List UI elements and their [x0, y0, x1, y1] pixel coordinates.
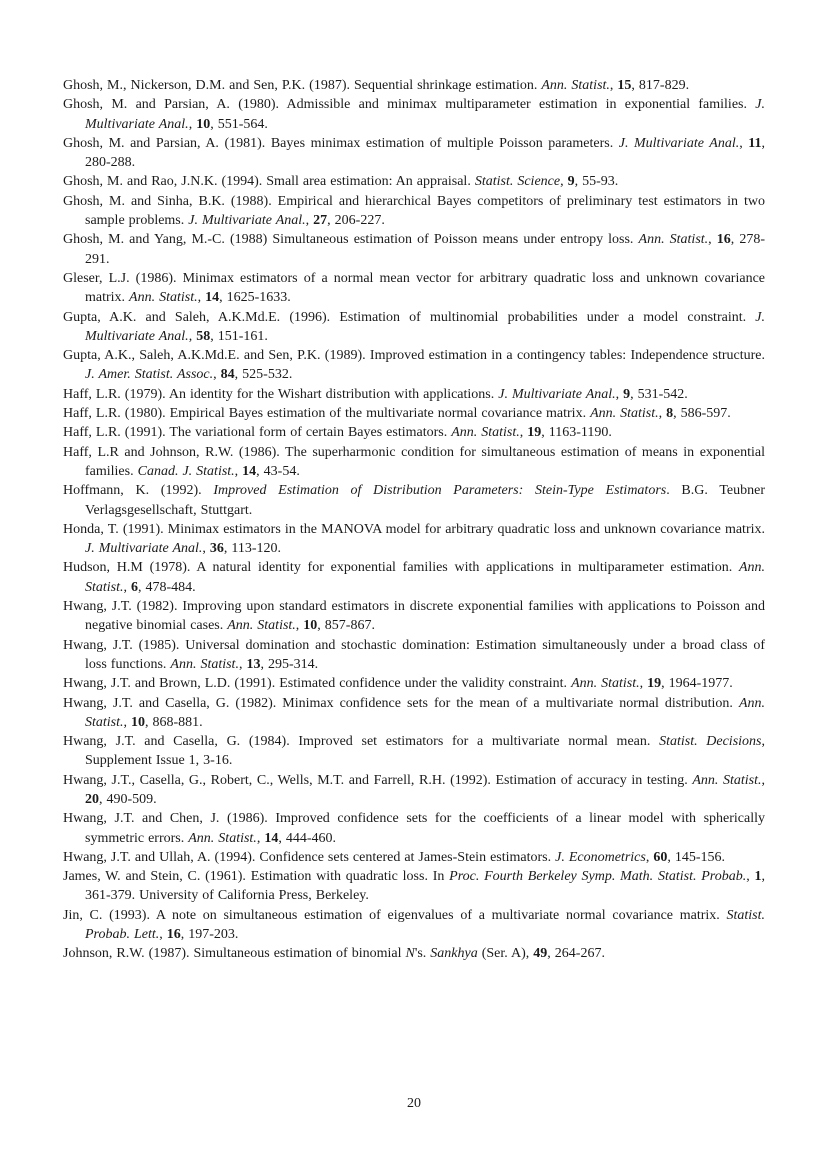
reference-text: Johnson, R.W. (1987). Simultaneous estimation of binomial [63, 946, 406, 962]
reference-text: Gleser, L.J. (1986). Minimax estimators of a normal mean vector for arbitrary quadratic loss and unknown covariance matrix. [63, 270, 765, 306]
journal-or-book-title: Sankhya [430, 946, 478, 962]
volume-number: 15 [617, 78, 632, 93]
reference-text: , 278-291. [85, 232, 765, 267]
journal-or-book-title: J. Multivariate Anal. [85, 541, 203, 557]
reference-item [63, 192, 765, 231]
volume-number: 58 [196, 328, 211, 344]
reference-text: Hudson, H.M (1978). A natural identity for exponential families with applications in multiparameter estimation. [63, 560, 739, 576]
reference-text: Honda, T. (1991). Minimax estimators in the MANOVA model for arbitrary quadratic loss and unknown covariance matrix. [63, 521, 765, 537]
page-number: 20 [407, 1096, 421, 1111]
reference-text: , 478-484. [138, 579, 196, 595]
reference-item [63, 809, 765, 848]
reference-item [63, 423, 765, 442]
reference-text: , [295, 618, 304, 634]
journal-or-book-title: J. Econometrics [555, 849, 646, 865]
reference-text: , 444-460. [278, 830, 336, 846]
volume-number: 11 [748, 135, 762, 151]
reference-text: , Supplement Issue 1, 3-16. [85, 734, 765, 769]
reference-text: , [234, 463, 243, 479]
reference-item [63, 269, 765, 308]
reference-item [63, 443, 765, 482]
volume-number: 16 [716, 232, 731, 248]
reference-item [63, 385, 765, 404]
reference-item [63, 481, 765, 520]
volume-number: 84 [220, 367, 235, 383]
reference-text: , 43-54. [256, 463, 300, 479]
journal-or-book-title: J. Amer. Statist. Assoc. [85, 367, 214, 383]
reference-item [63, 76, 765, 95]
reference-text: , 1964-1977. [661, 676, 733, 692]
reference-text: Haff, L.R. (1980). Empirical Bayes estimation of the multivariate normal covariance matrix. [63, 406, 591, 422]
reference-item [63, 674, 765, 693]
volume-number: 14 [242, 463, 257, 479]
reference-text: , 55-93. [574, 174, 619, 190]
reference-text: Hwang, J.T. and Brown, L.D. (1991). Estimated confidence under the validity constraint. [63, 676, 572, 692]
reference-text: , [197, 290, 206, 306]
journal-or-book-title: Statist. Science [474, 174, 561, 190]
reference-text: Haff, L.R. (1991). The variational form of certain Bayes estimators. [63, 425, 452, 441]
reference-text: , [746, 869, 755, 885]
reference-text: , 857-867. [317, 618, 375, 634]
reference-text: , [202, 541, 210, 557]
reference-text: Jin, C. (1993). A note on simultaneous estimation of eigenvalues of a multivariate normal covariance matrix. [63, 907, 727, 923]
reference-text: , [519, 425, 528, 441]
reference-item [63, 694, 765, 733]
volume-number: 36 [209, 541, 224, 557]
reference-text: , 113-120. [223, 541, 282, 557]
journal-or-book-title: Ann. Statist. [451, 425, 520, 441]
journal-or-book-title: J. Multivariate Anal. [85, 309, 765, 344]
reference-text: Hwang, J.T. and Casella, G. (1982). Minimax confidence sets for the mean of a multivariate normal distribution. [63, 695, 739, 711]
reference-text: , [238, 656, 247, 672]
reference-text: , 206-227. [327, 213, 385, 229]
reference-item [63, 944, 765, 963]
reference-text: , [123, 579, 132, 595]
reference-text: , 295-314. [260, 656, 319, 672]
reference-text: , 145-156. [667, 849, 725, 865]
volume-number: 8 [666, 406, 674, 422]
reference-text: , [188, 328, 197, 344]
reference-text: , [159, 927, 167, 943]
reference-text: , 280-288. [85, 135, 766, 171]
reference-text: Hwang, J.T. (1985). Universal domination and stochastic domination: Estimation simultaneously under a broad class of loss functions. [63, 637, 765, 672]
reference-text: Haff, L.R and Johnson, R.W. (1986). The superharmonic condition for simultaneous estimation of means in exponential families. [63, 444, 765, 479]
volume-number: 27 [313, 213, 328, 229]
reference-text: , 525-532. [234, 367, 293, 383]
reference-text: , [305, 213, 314, 229]
volume-number: 9 [623, 386, 631, 402]
reference-item [63, 848, 765, 867]
reference-item [63, 308, 765, 347]
reference-text: , 197-203. [180, 927, 239, 943]
reference-text: , 1625-1633. [219, 290, 291, 306]
reference-text: Ghosh, M. and Yang, M.-C. (1988) Simultaneous estimation of Poisson means under entropy loss. [63, 232, 639, 248]
journal-or-book-title: J. Multivariate Anal. [498, 386, 616, 402]
reference-text: , 1163-1190. [541, 425, 612, 441]
reference-text: Hwang, J.T. and Casella, G. (1984). Improved set estimators for a multivariate normal mean. [63, 734, 660, 750]
journal-or-book-title: Improved Estimation of Distribution Parameters: Stein-Type Estimators [213, 483, 667, 499]
reference-text: , [645, 849, 654, 865]
reference-text: , 361-379. University of California Press, Berkeley. [85, 869, 765, 904]
reference-item [63, 558, 765, 597]
volume-number: 10 [196, 116, 211, 132]
journal-or-book-title: Canad. J. Statist. [137, 463, 235, 479]
reference-item [63, 597, 765, 636]
journal-or-book-title: J. Multivariate Anal. [188, 213, 306, 229]
journal-or-book-title: J. Multivariate Anal. [618, 135, 740, 151]
reference-text: , [188, 116, 197, 132]
reference-text: Hwang, J.T., Casella, G., Robert, C., Wells, M.T. and Farrell, R.H. (1992). Estimation of accuracy in testing. [63, 772, 693, 788]
reference-text: , [739, 135, 749, 151]
reference-text: Hwang, J.T. and Chen, J. (1986). Improved confidence sets for the coefficients of a linear model with spherically symmetric errors. [63, 811, 765, 846]
journal-or-book-title: Ann. Statist. [129, 290, 198, 306]
journal-or-book-title: J. Multivariate Anal. [85, 97, 765, 132]
reference-text: , [560, 174, 568, 190]
reference-text: , 868-881. [145, 714, 203, 730]
reference-text: , 817-829. [631, 78, 690, 93]
volume-number: 16 [166, 927, 181, 943]
reference-item [63, 172, 765, 191]
reference-text: Gupta, A.K., Saleh, A.K.Md.E. and Sen, P.K. (1989). Improved estimation in a contingency tables: Independence structure. [63, 348, 765, 364]
reference-text: Ghosh, M., Nickerson, D.M. and Sen, P.K. (1987). Sequential shrinkage estimation. [63, 78, 542, 93]
reference-text: , [256, 830, 265, 846]
journal-or-book-title: N [405, 946, 415, 962]
reference-text: , [761, 772, 765, 788]
reference-item [63, 134, 765, 173]
volume-number: 10 [303, 618, 318, 634]
reference-text: Hoffmann, K. (1992). [63, 483, 214, 499]
volume-number: 1 [754, 869, 762, 885]
journal-or-book-title: Statist. Probab. Lett. [85, 907, 765, 943]
volume-number: 20 [85, 791, 99, 807]
reference-text: , 586-597. [673, 406, 731, 422]
journal-or-book-title: Ann. Statist. [590, 406, 659, 422]
reference-text: , [615, 386, 624, 402]
reference-text: Ghosh, M. and Parsian, A. (1981). Bayes minimax estimation of multiple Poisson parameters. [63, 135, 619, 151]
volume-number: 60 [653, 849, 668, 865]
journal-or-book-title: Ann. Statist. [85, 560, 765, 595]
reference-text: , 151-161. [210, 328, 268, 344]
reference-item [63, 404, 765, 423]
reference-text: Haff, L.R. (1979). An identity for the Wishart distribution with applications. [63, 386, 499, 402]
journal-or-book-title: Ann. Statist. [85, 695, 765, 730]
volume-number: 49 [533, 946, 548, 962]
reference-list [63, 76, 765, 964]
journal-or-book-title: Proc. Fourth Berkeley Symp. Math. Statist. Probab. [449, 869, 747, 885]
journal-or-book-title: Ann. Statist. [638, 232, 709, 248]
volume-number: 13 [246, 656, 261, 672]
journal-or-book-title: Statist. Decisions [659, 734, 762, 750]
journal-or-book-title: Ann. Statist. [188, 830, 257, 846]
reference-text: , [123, 714, 132, 730]
volume-number: 14 [264, 830, 279, 846]
reference-text: James, W. and Stein, C. (1961). Estimation with quadratic loss. In [63, 869, 450, 885]
reference-text: , [708, 232, 717, 248]
reference-text: , [658, 406, 667, 422]
reference-text: , [639, 676, 648, 692]
reference-item [63, 867, 765, 906]
reference-text: , [213, 367, 221, 383]
reference-text: , [609, 78, 618, 93]
reference-text: Hwang, J.T. and Ullah, A. (1994). Confidence sets centered at James-Stein estimators. [63, 849, 556, 865]
journal-or-book-title: Ann. Statist. [227, 618, 296, 634]
reference-text: , 490-509. [99, 791, 157, 807]
reference-item [63, 771, 765, 810]
volume-number: 10 [131, 714, 146, 730]
reference-item [63, 230, 765, 269]
reference-text: , 531-542. [630, 386, 688, 402]
reference-item [63, 520, 765, 559]
journal-or-book-title: Ann. Statist. [170, 656, 239, 672]
reference-item [63, 95, 765, 134]
reference-text: Ghosh, M. and Sinha, B.K. (1988). Empirical and hierarchical Bayes competitors of preliminary test estimators in two sample problems. [63, 193, 765, 229]
reference-text: Ghosh, M. and Rao, J.N.K. (1994). Small area estimation: An appraisal. [63, 174, 475, 190]
reference-text: 's. [414, 946, 431, 962]
reference-text: . B.G. Teubner Verlagsgesellschaft, Stuttgart. [85, 483, 765, 518]
volume-number: 14 [205, 290, 220, 306]
journal-or-book-title: Ann. Statist. [692, 772, 762, 788]
reference-text: , 551-564. [210, 116, 268, 132]
reference-text: Hwang, J.T. (1982). Improving upon standard estimators in discrete exponential families with applications to Poisson and negative binomial cases. [63, 599, 765, 634]
volume-number: 19 [527, 425, 542, 441]
reference-item [63, 346, 765, 385]
volume-number: 19 [647, 676, 662, 692]
reference-text: (Ser. A), [477, 946, 534, 962]
journal-or-book-title: Ann. Statist. [541, 78, 610, 93]
reference-item [63, 636, 765, 675]
reference-item [63, 732, 765, 771]
reference-text: , 264-267. [547, 946, 605, 962]
reference-item [63, 906, 765, 945]
journal-or-book-title: Ann. Statist. [571, 676, 640, 692]
volume-number: 6 [131, 579, 139, 595]
reference-text: Ghosh, M. and Parsian, A. (1980). Admissible and minimax multiparameter estimation in exponential families. [63, 97, 756, 113]
volume-number: 9 [567, 174, 575, 190]
reference-text: Gupta, A.K. and Saleh, A.K.Md.E. (1996). Estimation of multinomial probabilities under a model constraint. [63, 309, 756, 325]
